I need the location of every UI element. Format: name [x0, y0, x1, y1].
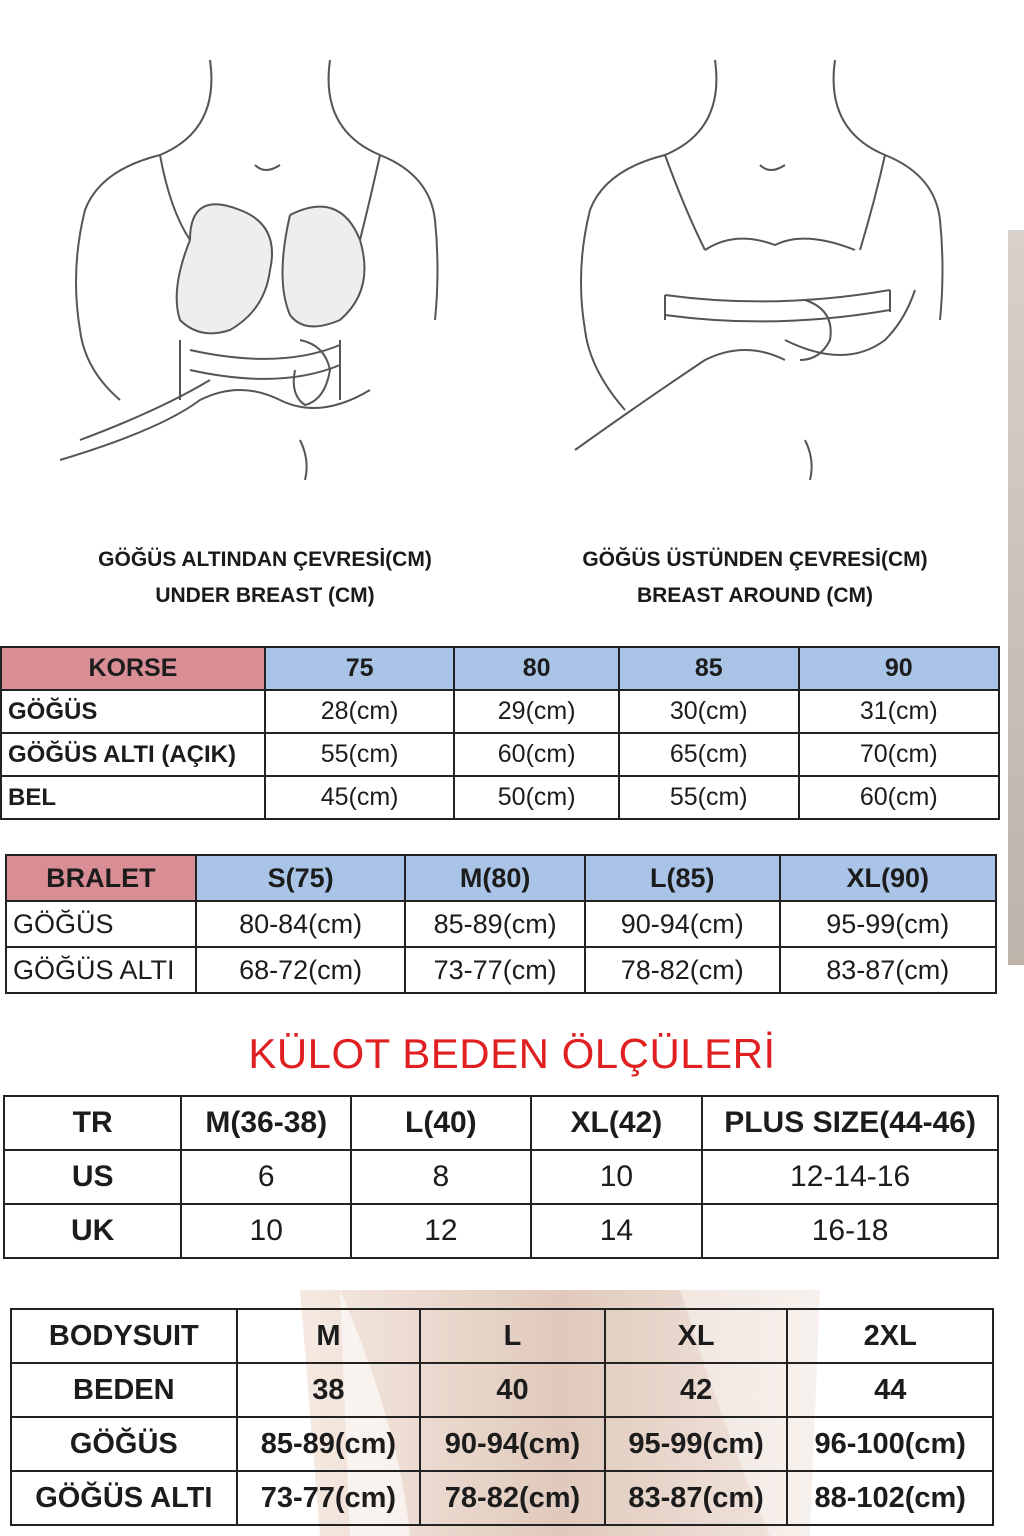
korse-header-cell: 85 [619, 647, 799, 690]
under-breast-caption-tr: GÖĞÜS ALTINDAN ÇEVRESİ(CM) [98, 548, 432, 571]
bralet-cell: 78-82(cm) [585, 947, 780, 993]
right-edge-photo-strip [1008, 230, 1024, 965]
table-row [4, 1204, 998, 1258]
korse-cell: 65(cm) [619, 733, 799, 776]
korse-header-cell: 90 [799, 647, 999, 690]
kulot-cell: 10 [531, 1150, 703, 1204]
kulot-cell: TR [4, 1096, 181, 1150]
kulot-cell: PLUS SIZE(44-46) [702, 1096, 998, 1150]
bodysuit-cell: 44 [787, 1363, 993, 1417]
table-row [1, 733, 999, 776]
korse-header-row [1, 647, 999, 690]
under-breast-caption [40, 542, 490, 614]
table-row [11, 1309, 993, 1363]
bralet-cell: 95-99(cm) [780, 901, 996, 947]
bralet-header-cell: L(85) [585, 855, 780, 901]
bodysuit-cell: 83-87(cm) [605, 1471, 788, 1525]
kulot-cell: XL(42) [531, 1096, 703, 1150]
bralet-cell: 73-77(cm) [405, 947, 585, 993]
table-row [4, 1096, 998, 1150]
kulot-cell: 6 [181, 1150, 351, 1204]
korse-cell: 31(cm) [799, 690, 999, 733]
korse-cell: 30(cm) [619, 690, 799, 733]
bodysuit-cell: 95-99(cm) [605, 1417, 788, 1471]
bodysuit-cell: 88-102(cm) [787, 1471, 993, 1525]
table-row [6, 901, 996, 947]
kulot-cell: 10 [181, 1204, 351, 1258]
bodysuit-cell: XL [605, 1309, 788, 1363]
korse-row-label: BEL [1, 776, 265, 819]
kulot-cell: UK [4, 1204, 181, 1258]
kulot-cell: 8 [351, 1150, 530, 1204]
bralet-header-cell: S(75) [196, 855, 405, 901]
korse-row-label: GÖĞÜS [1, 690, 265, 733]
kulot-cell: M(36-38) [181, 1096, 351, 1150]
korse-cell: 60(cm) [454, 733, 619, 776]
table-row [1, 690, 999, 733]
bralet-row-label: GÖĞÜS ALTI [6, 947, 196, 993]
bodysuit-cell: M [237, 1309, 421, 1363]
bodysuit-cell: 42 [605, 1363, 788, 1417]
table-row [11, 1471, 993, 1525]
korse-cell: 55(cm) [619, 776, 799, 819]
kulot-cell: 16-18 [702, 1204, 998, 1258]
bodysuit-cell: 38 [237, 1363, 421, 1417]
table-row [11, 1363, 993, 1417]
breast-around-illustration [555, 40, 985, 480]
korse-cell: 50(cm) [454, 776, 619, 819]
bodysuit-cell: 2XL [787, 1309, 993, 1363]
korse-size-table [0, 646, 1000, 820]
kulot-cell: L(40) [351, 1096, 530, 1150]
table-row [11, 1417, 993, 1471]
korse-cell: 29(cm) [454, 690, 619, 733]
bralet-header-cell: M(80) [405, 855, 585, 901]
korse-header-cell: 80 [454, 647, 619, 690]
bralet-size-table [5, 854, 997, 994]
korse-cell: 45(cm) [265, 776, 455, 819]
kulot-size-table [3, 1095, 999, 1259]
breast-around-caption-tr: GÖĞÜS ÜSTÜNDEN ÇEVRESİ(CM) [582, 548, 928, 571]
bralet-header-cell: BRALET [6, 855, 196, 901]
kulot-cell: 14 [531, 1204, 703, 1258]
bralet-cell: 68-72(cm) [196, 947, 405, 993]
under-breast-illustration [40, 40, 470, 480]
bralet-cell: 90-94(cm) [585, 901, 780, 947]
bodysuit-cell: 40 [420, 1363, 605, 1417]
table-row [1, 776, 999, 819]
breast-around-caption [530, 542, 980, 614]
bodysuit-cell: BODYSUIT [11, 1309, 237, 1363]
korse-cell: 28(cm) [265, 690, 455, 733]
korse-header-cell: 75 [265, 647, 455, 690]
bodysuit-cell: 85-89(cm) [237, 1417, 421, 1471]
kulot-size-title: KÜLOT BEDEN ÖLÇÜLERİ [248, 1030, 776, 1077]
bodysuit-cell: GÖĞÜS ALTI [11, 1471, 237, 1525]
bodysuit-cell: L [420, 1309, 605, 1363]
table-row [4, 1150, 998, 1204]
korse-cell: 55(cm) [265, 733, 455, 776]
bodysuit-cell: BEDEN [11, 1363, 237, 1417]
bralet-cell: 80-84(cm) [196, 901, 405, 947]
table-row [6, 947, 996, 993]
korse-cell: 60(cm) [799, 776, 999, 819]
bralet-cell: 85-89(cm) [405, 901, 585, 947]
kulot-cell: US [4, 1150, 181, 1204]
under-breast-caption-en: UNDER BREAST (CM) [155, 584, 375, 607]
bodysuit-cell: 90-94(cm) [420, 1417, 605, 1471]
korse-row-label: GÖĞÜS ALTI (AÇIK) [1, 733, 265, 776]
breast-around-caption-en: BREAST AROUND (CM) [636, 584, 874, 607]
bodysuit-cell: GÖĞÜS [11, 1417, 237, 1471]
bodysuit-size-table [10, 1308, 994, 1526]
korse-cell: 70(cm) [799, 733, 999, 776]
bralet-header-row [6, 855, 996, 901]
bralet-header-cell: XL(90) [780, 855, 996, 901]
kulot-cell: 12 [351, 1204, 530, 1258]
bodysuit-cell: 73-77(cm) [237, 1471, 421, 1525]
bodysuit-cell: 78-82(cm) [420, 1471, 605, 1525]
kulot-cell: 12-14-16 [702, 1150, 998, 1204]
bralet-cell: 83-87(cm) [780, 947, 996, 993]
bodysuit-cell: 96-100(cm) [787, 1417, 993, 1471]
korse-header-cell: KORSE [1, 647, 265, 690]
bralet-row-label: GÖĞÜS [6, 901, 196, 947]
